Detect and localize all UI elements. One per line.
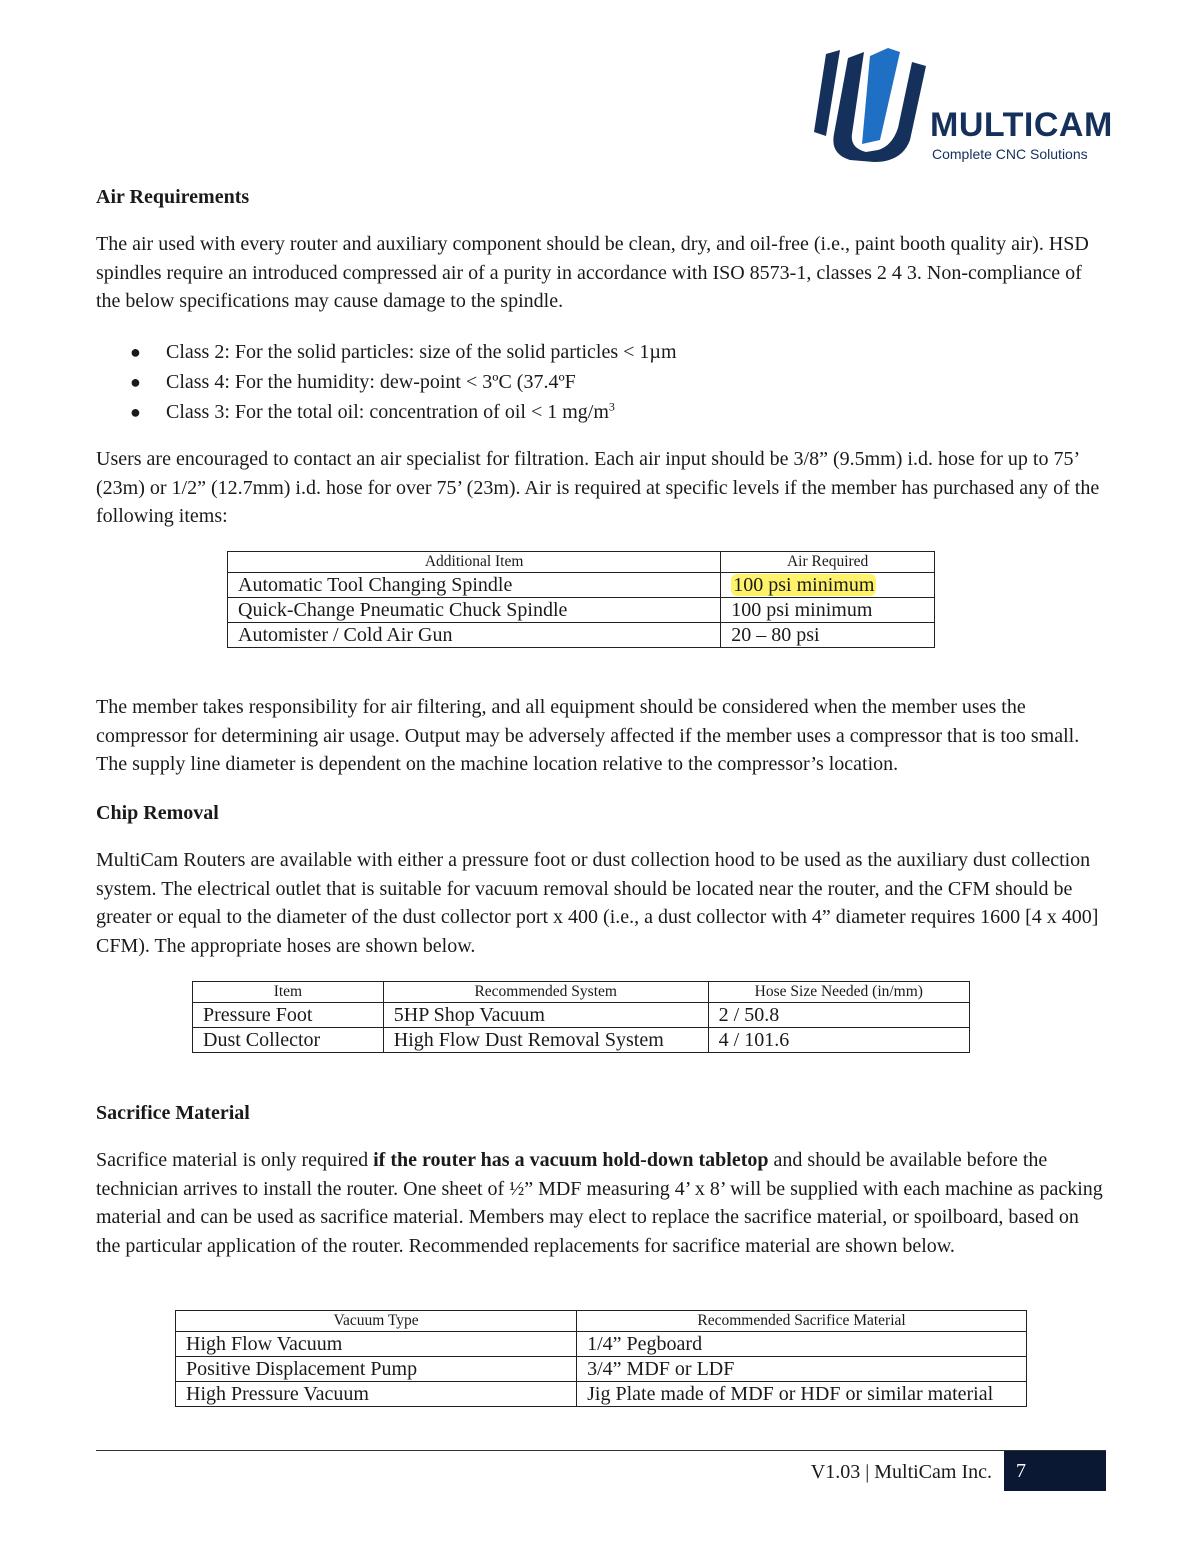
table-cell: 3/4” MDF or LDF (577, 1357, 1027, 1382)
table-cell: Jig Plate made of MDF or HDF or similar material (577, 1382, 1027, 1407)
table-row (176, 1382, 1027, 1407)
bold-emphasis: if the router has a vacuum hold-down tabletop (373, 1149, 769, 1171)
footer-divider (96, 1450, 1106, 1451)
column-header: Item (193, 982, 384, 1003)
logo-brand-text: MULTICAM (930, 106, 1113, 144)
table-cell: High Flow Vacuum (176, 1332, 577, 1357)
table-cell: Automatic Tool Changing Spindle (228, 573, 721, 598)
table-cell: 2 / 50.8 (708, 1003, 969, 1028)
chip-table (192, 981, 970, 1053)
table-row (228, 573, 935, 598)
column-header: Hose Size Needed (in/mm) (708, 982, 969, 1003)
highlighted-value: 100 psi minimum (733, 574, 875, 596)
air-requirements-heading: Air Requirements (96, 186, 250, 208)
list-item: ● Class 4: For the humidity: dew-point < 3ºC (37.4ºF (96, 367, 677, 397)
sacrifice-table (175, 1310, 1027, 1407)
sacrifice-material-paragraph: Sacrifice material is only required if the router has a vacuum hold-down tabletop and should be available before the technician arrives to install the router. One sheet of ½” MDF measuring 4’ x 8’ will be supplied with each machine as packing material and can be used as sacrifice material. Members may elect to replace the sacrifice material, or spoilboard, based on the particular application of the router. Recommended replacements for sacrifice material are shown below. (96, 1149, 1103, 1258)
table-row (176, 1332, 1027, 1357)
bullet-icon: ● (130, 342, 141, 362)
table-cell: Pressure Foot (193, 1003, 384, 1028)
table-row (193, 1003, 970, 1028)
column-header: Vacuum Type (176, 1311, 577, 1332)
column-header: Recommended Sacrifice Material (577, 1311, 1027, 1332)
table-cell: Automister / Cold Air Gun (228, 623, 721, 648)
table-cell: 20 – 80 psi (721, 623, 935, 648)
table-header-row (193, 982, 970, 1003)
footer-version-text: V1.03 | MultiCam Inc. (810, 1461, 992, 1483)
table-header-row (176, 1311, 1027, 1332)
air-intro-paragraph: The air used with every router and auxiliary component should be clean, dry, and oil-free (i.e., paint booth quality air). HSD spindles require an introduced compressed air of a purity in accordance with ISO 8573-1, classes 2 4 3. Non-compliance of the below specifications may cause damage to the spindle. (96, 233, 1089, 313)
column-header: Additional Item (228, 552, 721, 573)
multicam-logo (808, 44, 1113, 166)
table-header-row (228, 552, 935, 573)
air-users-paragraph: Users are encouraged to contact an air specialist for filtration. Each air input should be 3/8” (9.5mm) i.d. hose for up to 75’ (23m) or 1/2” (12.7mm) i.d. hose for over 75’ (23m). Air is required at specific levels if the member has purchased any of the following items: (96, 448, 1100, 528)
bullet-icon: ● (130, 402, 141, 422)
air-table (227, 551, 935, 648)
table-row (193, 1028, 970, 1053)
table-cell: 1/4” Pegboard (577, 1332, 1027, 1357)
table-cell: Positive Displacement Pump (176, 1357, 577, 1382)
chip-removal-paragraph: MultiCam Routers are available with either a pressure foot or dust collection hood to be used as the auxiliary dust collection system. The electrical outlet that is suitable for vacuum removal should be located near the router, and the CFM should be greater or equal to the diameter of the dust collector port x 400 (i.e., a dust collector with 4” diameter requires 1600 [4 x 400] CFM). The appropriate hoses are shown below. (96, 849, 1099, 958)
logo-mark-icon (808, 44, 928, 166)
column-header: Recommended System (383, 982, 708, 1003)
table-cell: 4 / 101.6 (708, 1028, 969, 1053)
air-member-paragraph: The member takes responsibility for air filtering, and all equipment should be considered when the member uses the compressor for determining air usage. Output may be adversely affected if the member uses a compressor that is too small. The supply line diameter is dependent on the machine location relative to the compressor’s location. (96, 696, 1080, 776)
logo-tagline: Complete CNC Solutions (932, 146, 1088, 162)
table-row (176, 1357, 1027, 1382)
list-item: ● Class 2: For the solid particles: size of the solid particles < 1µm (96, 337, 677, 367)
page-number: 7 (1004, 1451, 1106, 1491)
table-cell: High Pressure Vacuum (176, 1382, 577, 1407)
air-class-list (96, 337, 677, 427)
table-cell: Quick-Change Pneumatic Chuck Spindle (228, 598, 721, 623)
bullet-icon: ● (130, 372, 141, 392)
table-cell: Dust Collector (193, 1028, 384, 1053)
chip-removal-heading: Chip Removal (96, 802, 219, 824)
column-header: Air Required (721, 552, 935, 573)
table-cell: 100 psi minimum (721, 598, 935, 623)
table-row (228, 598, 935, 623)
table-cell: High Flow Dust Removal System (383, 1028, 708, 1053)
table-cell: 5HP Shop Vacuum (383, 1003, 708, 1028)
list-item: ● Class 3: For the total oil: concentration of oil < 1 $mg/m^3$ (96, 397, 677, 427)
sacrifice-material-heading: Sacrifice Material (96, 1102, 250, 1124)
table-row (228, 623, 935, 648)
table-cell (721, 573, 935, 598)
